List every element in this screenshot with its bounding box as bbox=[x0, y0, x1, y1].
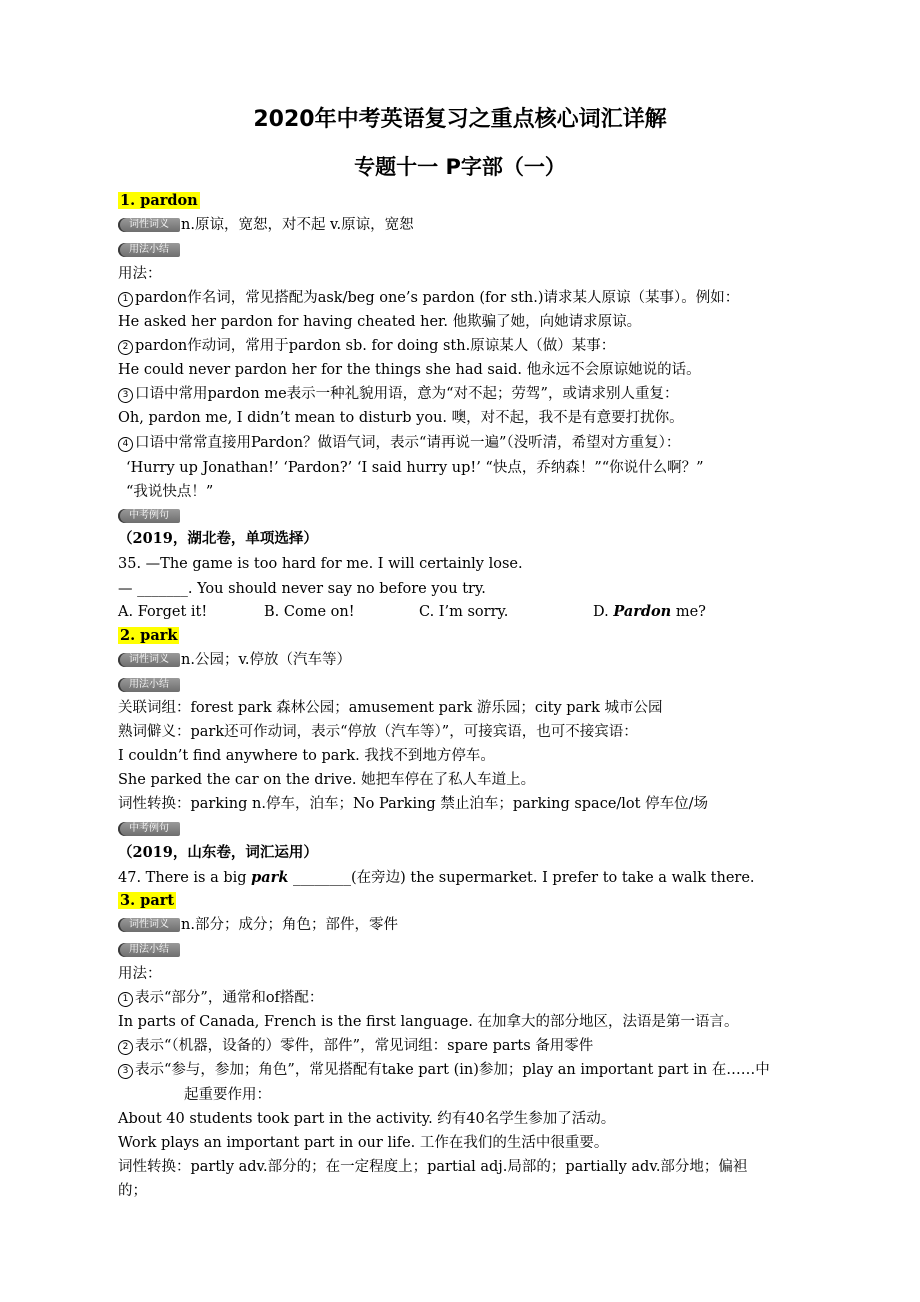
usage-point: 2 pardon作动词，常用于pardon sb. for doing sth.原谅某人（做）某事： bbox=[118, 337, 615, 355]
circled-number: 1 bbox=[118, 992, 133, 1007]
usage-badge-line bbox=[118, 941, 181, 959]
circled-number: 3 bbox=[118, 388, 133, 403]
circled-number: 2 bbox=[118, 1040, 133, 1055]
example-sentence: About 40 students took part in the activity. 约有40名学生参加了活动。 bbox=[118, 1111, 616, 1127]
usage-point: 1 表示“部分”，通常和of搭配： bbox=[118, 989, 323, 1007]
exam-source: （2019，湖北卷，单项选择） bbox=[118, 530, 318, 547]
exam-question: 35. —The game is too hard for me. I will certainly lose. bbox=[118, 556, 523, 572]
usage-badge-line bbox=[118, 676, 181, 694]
usage-point: 2 表示“（机器，设备的）零件，部件”，常见词组：spare parts 备用零件 bbox=[118, 1037, 593, 1055]
example-sentence: Oh, pardon me, I didn’t mean to disturb you. 噢，对不起，我不是有意要打扰你。 bbox=[118, 410, 684, 426]
option-a: A. Forget it! bbox=[118, 604, 208, 620]
entry-meaning-line bbox=[118, 651, 351, 669]
badge-usage: 用法小结 bbox=[118, 943, 180, 957]
option-d: D. Pardon me? bbox=[593, 603, 706, 620]
entry-meaning-line bbox=[118, 216, 414, 234]
entry-heading-part: 3. part bbox=[120, 892, 175, 909]
meaning-text: n.原谅，宽恕，对不起 v.原谅，宽恕 bbox=[181, 217, 414, 233]
word-form-conversion: 词性转换：partly adv.部分的；在一定程度上；partial adj.局部的；partially adv.部分地；偏袒 bbox=[118, 1159, 748, 1175]
badge-usage: 用法小结 bbox=[118, 243, 180, 257]
usage-point-continued: 起重要作用： bbox=[184, 1087, 271, 1103]
example-sentence: In parts of Canada, French is the first language. 在加拿大的部分地区，法语是第一语言。 bbox=[118, 1014, 739, 1030]
word-form-conversion-continued: 的； bbox=[118, 1183, 147, 1199]
option-c: C. I’m sorry. bbox=[419, 604, 509, 620]
badge-meaning: 词性词义 bbox=[118, 653, 180, 667]
example-sentence: She parked the car on the drive. 她把车停在了私人车道上。 bbox=[118, 772, 536, 788]
word-form-conversion: 词性转换：parking n.停车，泊车；No Parking 禁止泊车；parking space/lot 停车位/场 bbox=[118, 796, 708, 812]
example-sentence: Work plays an important part in our life. 工作在我们的生活中很重要。 bbox=[118, 1135, 609, 1151]
usage-point: 1 pardon作名词，常见搭配为ask/beg one’s pardon (for sth.)请求某人原谅（某事）。例如： bbox=[118, 289, 739, 307]
usage-point: 3 表示“参与，参加；角色”，常见搭配有take part (in)参加；play an important part in 在……中 bbox=[118, 1061, 770, 1079]
option-b: B. Come on! bbox=[264, 604, 355, 620]
exam-badge-line bbox=[118, 507, 181, 525]
exam-source: （2019，山东卷，词汇运用） bbox=[118, 844, 318, 861]
usage-label: 用法： bbox=[118, 266, 162, 282]
example-sentence: ‘Hurry up Jonathan!’ ‘Pardon?’ ‘I said hurry up!’ “快点，乔纳森！”“你说什么啊？” bbox=[126, 460, 704, 476]
meaning-text: n.公园；v.停放（汽车等） bbox=[181, 652, 352, 668]
exam-badge-line bbox=[118, 820, 181, 838]
exam-question: 47. There is a big park ________(在旁边) the supermarket. I prefer to take a walk there. bbox=[118, 869, 755, 886]
example-sentence: He could never pardon her for the things she had said. 他永远不会原谅她说的话。 bbox=[118, 362, 701, 378]
exam-question: — _______. You should never say no before you try. bbox=[118, 581, 486, 597]
rare-meaning: 熟词僻义：park还可作动词，表示“停放（汽车等）”，可接宾语，也可不接宾语： bbox=[118, 724, 638, 740]
badge-exam: 中考例句 bbox=[118, 822, 180, 836]
usage-point: 3 口语中常用pardon me表示一种礼貌用语，意为“对不起；劳驾”，或请求别人重复： bbox=[118, 385, 678, 403]
usage-point: 4 口语中常常直接用Pardon？做语气词，表示“请再说一遍”（没听清，希望对方重复）： bbox=[118, 434, 680, 452]
usage-badge-line bbox=[118, 241, 181, 259]
example-sentence: I couldn’t find anywhere to park. 我找不到地方停车。 bbox=[118, 748, 495, 764]
badge-meaning: 词性词义 bbox=[118, 218, 180, 232]
circled-number: 1 bbox=[118, 292, 133, 307]
badge-exam: 中考例句 bbox=[118, 509, 180, 523]
example-sentence: He asked her pardon for having cheated her. 他欺骗了她，向她请求原谅。 bbox=[118, 314, 642, 330]
example-sentence: “我说快点！” bbox=[126, 484, 214, 500]
circled-number: 4 bbox=[118, 437, 133, 452]
entry-heading-pardon: 1. pardon bbox=[120, 192, 198, 209]
usage-label: 用法： bbox=[118, 966, 162, 982]
meaning-text: n.部分；成分；角色；部件，零件 bbox=[181, 917, 398, 933]
badge-meaning: 词性词义 bbox=[118, 918, 180, 932]
document-title: 2020年中考英语复习之重点核心词汇详解 bbox=[253, 107, 667, 132]
document-subtitle: 专题十一 P字部（一） bbox=[354, 155, 566, 179]
related-phrases: 关联词组：forest park 森林公园；amusement park 游乐园；city park 城市公园 bbox=[118, 700, 663, 716]
badge-usage: 用法小结 bbox=[118, 678, 180, 692]
circled-number: 3 bbox=[118, 1064, 133, 1079]
entry-heading-park: 2. park bbox=[120, 627, 178, 644]
circled-number: 2 bbox=[118, 340, 133, 355]
entry-meaning-line bbox=[118, 916, 398, 934]
